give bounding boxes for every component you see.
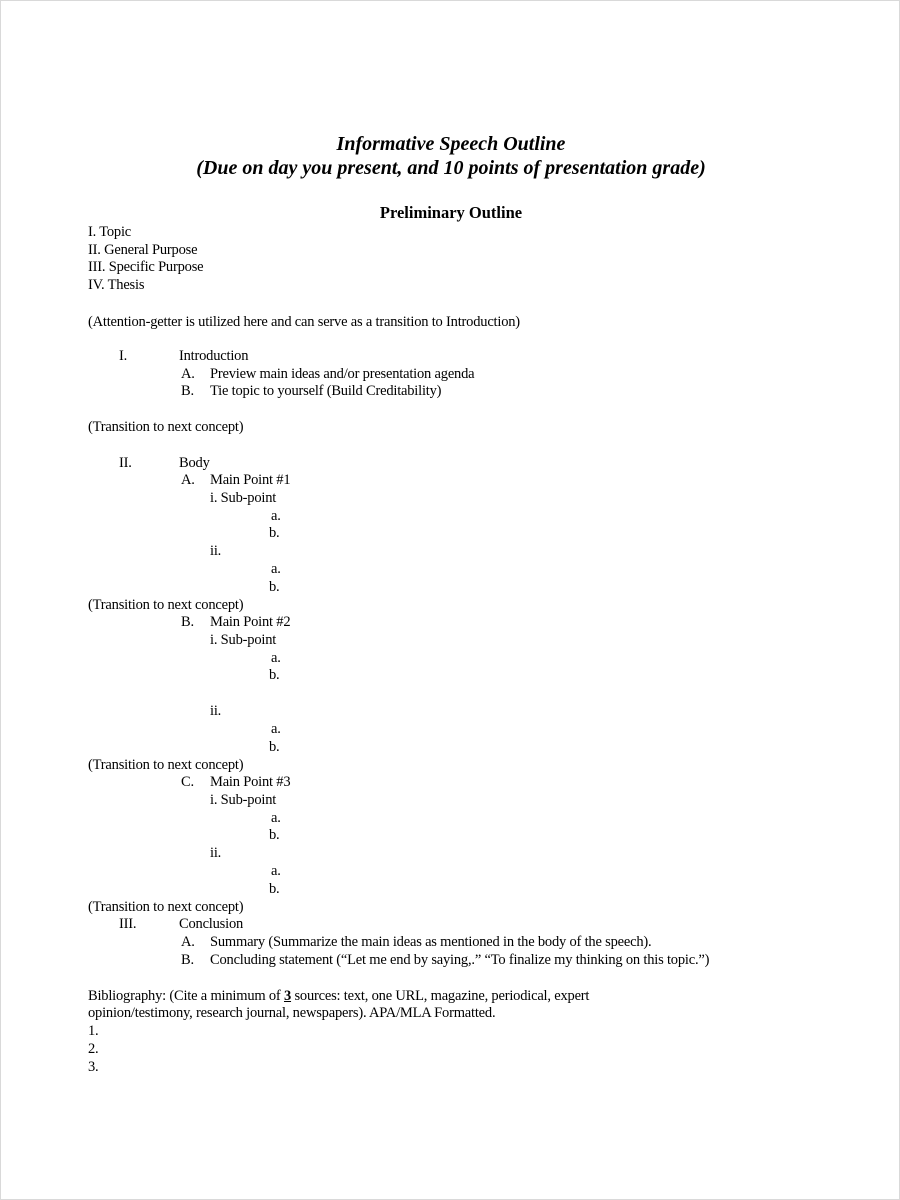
transition-3: (Transition to next concept) [88, 757, 244, 773]
intro-a-text: Preview main ideas and/or presentation agenda [210, 366, 475, 382]
main-point-1-letter: A. [181, 472, 195, 488]
main-point-2-ii-a: a. [271, 721, 281, 737]
main-point-2-i-a: a. [271, 650, 281, 666]
document-subtitle: (Due on day you present, and 10 points of presentation grade) [196, 157, 706, 179]
bibliography-line-2: opinion/testimony, research journal, newspapers). APA/MLA Formatted. [88, 1005, 496, 1021]
bibliography-item-2: 2. [88, 1041, 99, 1057]
main-point-3-i-a: a. [271, 810, 281, 826]
conclusion-a-letter: A. [181, 934, 195, 950]
document-title: Informative Speech Outline [336, 133, 566, 155]
intro-number: I. [119, 348, 128, 364]
main-point-3: Main Point #3 [210, 774, 291, 790]
main-point-1-ii-b: b. [269, 579, 280, 595]
main-point-1: Main Point #1 [210, 472, 291, 488]
main-point-3-subpoint-ii: ii. [210, 845, 222, 861]
bibliography-sources: sources: text, one URL, magazine, periodical, expert [291, 988, 590, 1004]
main-point-1-ii-a: a. [271, 561, 281, 577]
bibliography-intro: Bibliography: (Cite a minimum of [88, 988, 284, 1004]
main-point-3-subpoint-i: i. Sub-point [210, 792, 277, 808]
body-number: II. [119, 455, 132, 471]
preliminary-outline-heading: Preliminary Outline [379, 203, 523, 222]
main-point-2: Main Point #2 [210, 614, 291, 630]
transition-4: (Transition to next concept) [88, 899, 244, 915]
main-point-1-subpoint-i: i. Sub-point [210, 490, 277, 506]
main-point-1-subpoint-ii: ii. [210, 543, 222, 559]
conclusion-b-letter: B. [181, 952, 194, 968]
intro-a-letter: A. [181, 366, 195, 382]
main-point-2-ii-b: b. [269, 739, 280, 755]
bibliography-line-1 [88, 987, 589, 1005]
bibliography-item-1: 1. [88, 1023, 99, 1039]
body-label: Body [179, 455, 210, 471]
attention-getter-note: (Attention-getter is utilized here and can serve as a transition to Introduction) [88, 314, 520, 330]
main-point-2-i-b: b. [269, 667, 280, 683]
preliminary-general-purpose: II. General Purpose [88, 242, 198, 258]
main-point-1-i-a: a. [271, 508, 281, 524]
transition-2: (Transition to next concept) [88, 597, 244, 613]
intro-b-letter: B. [181, 383, 194, 399]
main-point-3-i-b: b. [269, 827, 280, 843]
main-point-1-i-b: b. [269, 525, 280, 541]
conclusion-label: Conclusion [179, 916, 244, 932]
bibliography-minimum-count: 3 [283, 988, 292, 1004]
main-point-2-subpoint-ii: ii. [210, 703, 222, 719]
preliminary-topic: I. Topic [88, 224, 132, 240]
preliminary-specific-purpose: III. Specific Purpose [88, 259, 204, 275]
main-point-3-ii-b: b. [269, 881, 280, 897]
conclusion-number: III. [119, 916, 137, 932]
intro-label: Introduction [179, 348, 249, 364]
main-point-3-ii-a: a. [271, 863, 281, 879]
bibliography-item-3: 3. [88, 1059, 99, 1075]
intro-b-text: Tie topic to yourself (Build Creditability) [210, 383, 442, 399]
transition-1: (Transition to next concept) [88, 419, 244, 435]
main-point-3-letter: C. [181, 774, 194, 790]
preliminary-thesis: IV. Thesis [88, 277, 145, 293]
conclusion-a-text: Summary (Summarize the main ideas as mentioned in the body of the speech). [210, 934, 652, 950]
main-point-2-subpoint-i: i. Sub-point [210, 632, 277, 648]
main-point-2-letter: B. [181, 614, 194, 630]
conclusion-b-text: Concluding statement (“Let me end by saying,.” “To finalize my thinking on this topic.”) [210, 952, 710, 968]
